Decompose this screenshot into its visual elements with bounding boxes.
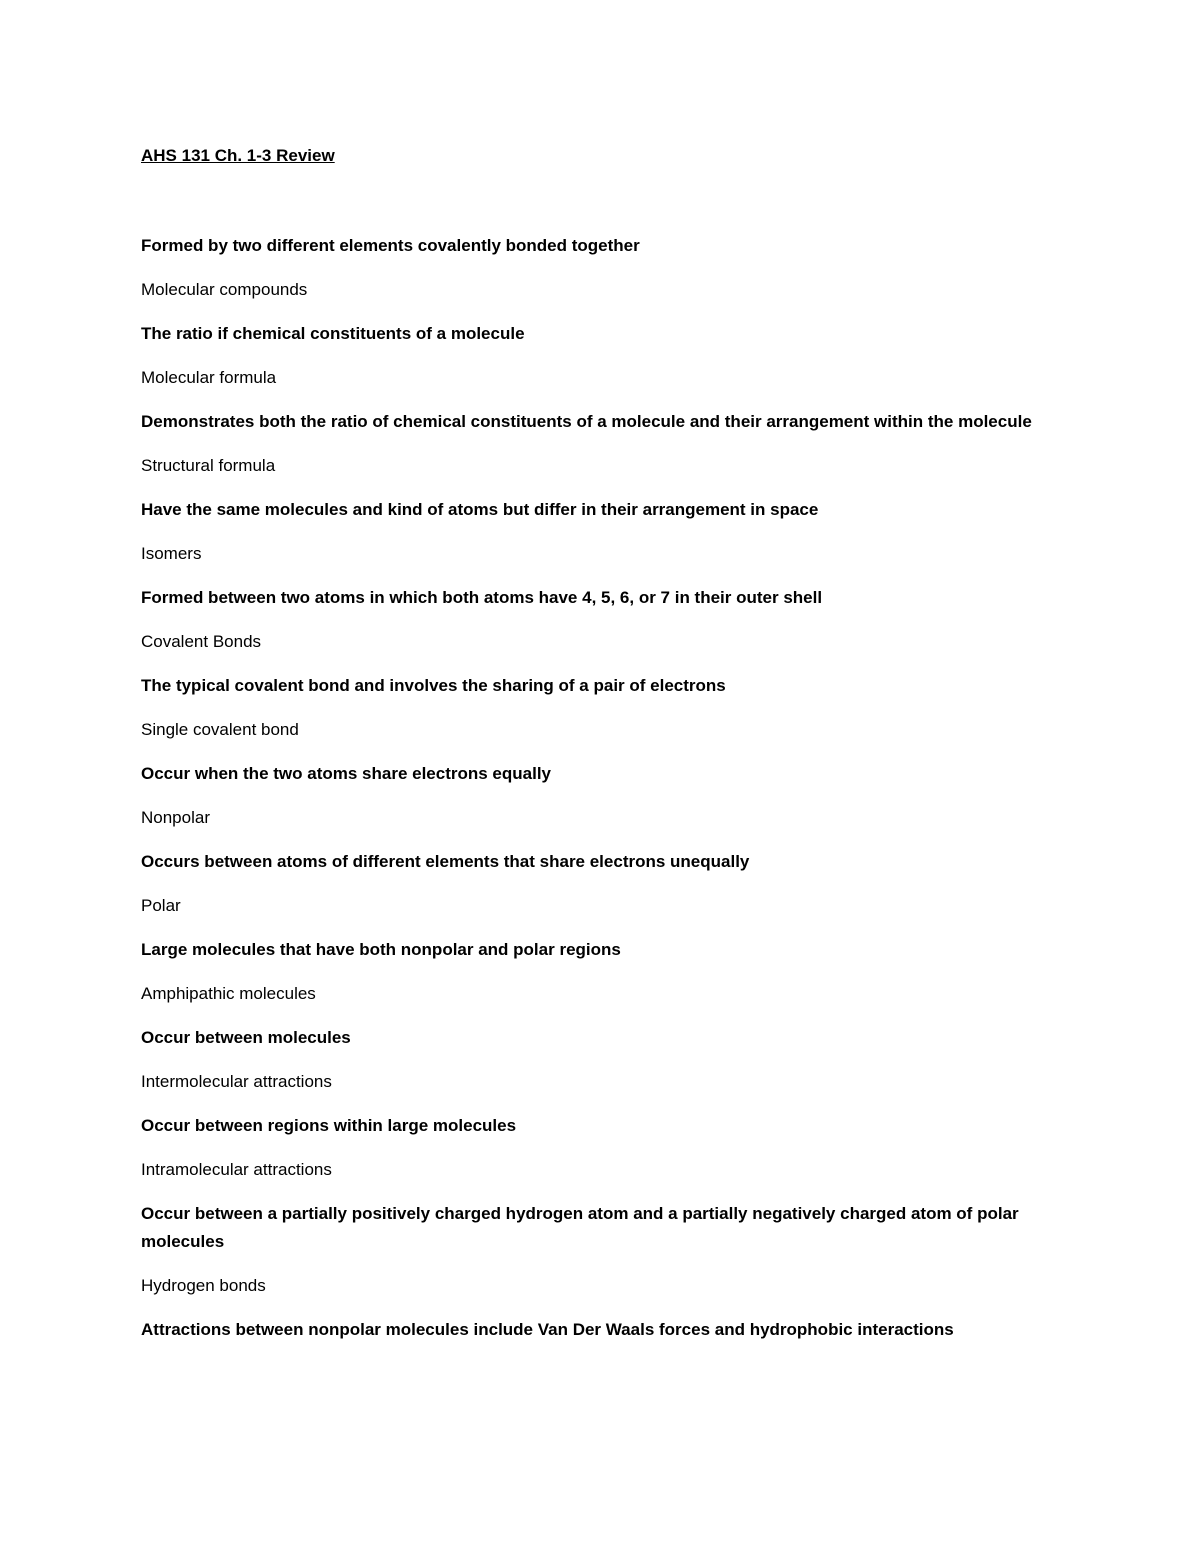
answer-text: Single covalent bond — [141, 720, 299, 739]
list-item — [141, 232, 1061, 304]
list-item — [141, 1200, 1061, 1300]
question-text: Occur when the two atoms share electrons equally — [141, 764, 552, 783]
answer-text: Intermolecular attractions — [141, 1072, 332, 1091]
question-text: Have the same molecules and kind of atoms but differ in their arrangement in space — [141, 500, 819, 519]
list-item — [141, 496, 1061, 568]
question-text: Occur between a partially positively charged hydrogen atom and a partially negatively charged atom of polar molecules — [141, 1204, 1019, 1251]
question-text: The typical covalent bond and involves the sharing of a pair of electrons — [141, 676, 726, 695]
list-item — [141, 936, 1061, 1008]
question-text: Occur between molecules — [141, 1028, 351, 1047]
question-text: Occurs between atoms of different elements that share electrons unequally — [141, 852, 750, 871]
question-text: Attractions between nonpolar molecules include Van Der Waals forces and hydrophobic interactions — [141, 1320, 954, 1339]
answer-text: Intramolecular attractions — [141, 1160, 332, 1179]
answer-text: Molecular compounds — [141, 280, 308, 299]
list-item — [141, 760, 1061, 832]
answer-text: Structural formula — [141, 456, 276, 475]
answer-text: Isomers — [141, 544, 202, 563]
question-text: Formed between two atoms in which both atoms have 4, 5, 6, or 7 in their outer shell — [141, 588, 823, 607]
question-text: Large molecules that have both nonpolar and polar regions — [141, 940, 621, 959]
question-text: Occur between regions within large molecules — [141, 1116, 517, 1135]
answer-text: Polar — [141, 896, 181, 915]
question-text: Demonstrates both the ratio of chemical constituents of a molecule and their arrangement within the molecule — [141, 412, 1032, 431]
list-item — [141, 1112, 1061, 1184]
list-item — [141, 1316, 1061, 1344]
list-item — [141, 584, 1061, 656]
question-text: Formed by two different elements covalently bonded together — [141, 236, 640, 255]
review-list — [141, 232, 1061, 1344]
answer-text: Molecular formula — [141, 368, 277, 387]
list-item — [141, 1024, 1061, 1096]
document-content — [141, 145, 1061, 1360]
list-item — [141, 848, 1061, 920]
answer-text: Hydrogen bonds — [141, 1276, 266, 1295]
answer-text: Covalent Bonds — [141, 632, 262, 651]
answer-text: Amphipathic molecules — [141, 984, 316, 1003]
list-item — [141, 320, 1061, 392]
list-item — [141, 672, 1061, 744]
question-text: The ratio if chemical constituents of a molecule — [141, 324, 525, 343]
list-item — [141, 408, 1061, 480]
page-title: AHS 131 Ch. 1-3 Review — [141, 146, 335, 165]
answer-text: Nonpolar — [141, 808, 210, 827]
